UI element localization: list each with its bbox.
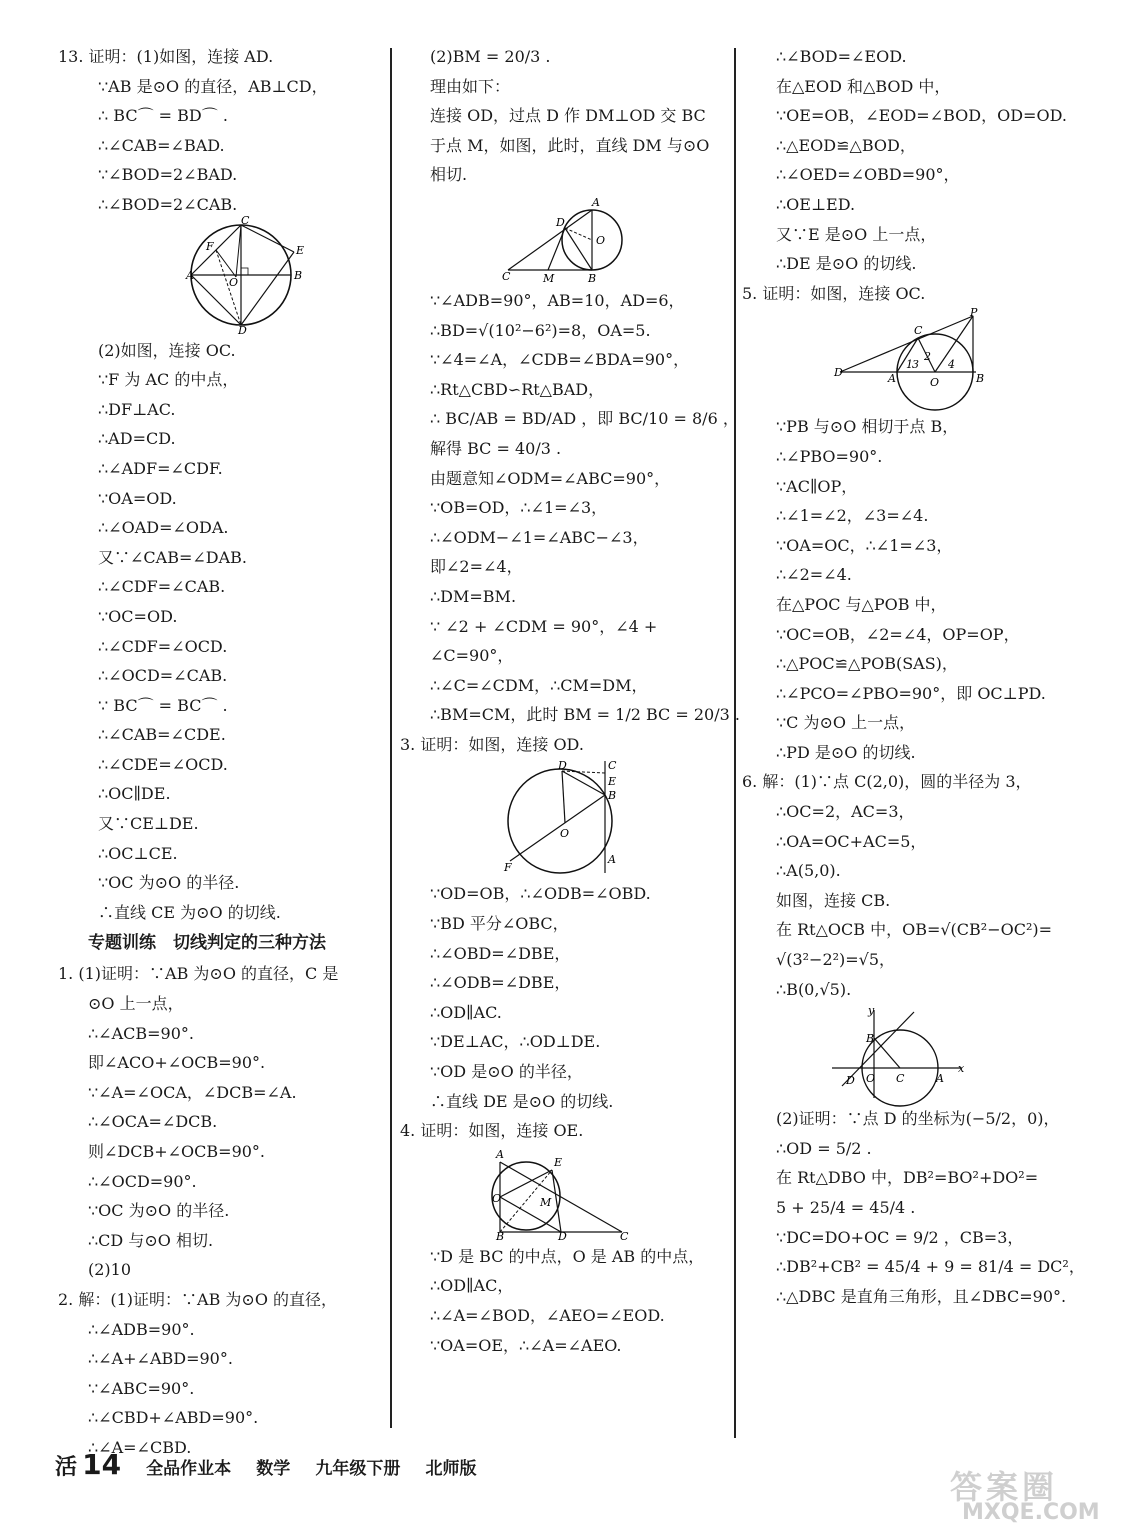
edition: 北师版 — [425, 1459, 477, 1479]
text-line: ∴∠CDF=∠CAB. — [98, 577, 226, 597]
text-line: ∵D 是 BC 的中点，O 是 AB 的中点， — [430, 1246, 705, 1266]
svg-text:A: A — [186, 268, 194, 282]
svg-text:A: A — [888, 372, 896, 386]
footer-tag: 活 — [55, 1455, 78, 1480]
text-line: ∴DM=BM. — [430, 586, 517, 606]
text-line: ∴∠2=∠4. — [776, 565, 852, 585]
svg-text:3: 3 — [912, 358, 919, 372]
text-line: ∴OE⊥ED. — [776, 194, 856, 214]
text-line: 13. 证明：(1)如图，连接 AD. — [58, 47, 274, 66]
text-line: ∴△POC≌△POB(SAS)， — [776, 654, 958, 674]
svg-text:x: x — [958, 1062, 965, 1076]
text-line: ∴△EOD≌△BOD， — [776, 135, 916, 155]
text-line: ∴ BC/AB = BD/AD ，即 BC/10 = 8/6 ， — [430, 409, 739, 429]
svg-text:D: D — [558, 1229, 567, 1243]
text-line: ∵DC=DO+OC = 9/2 ，CB=3， — [776, 1227, 1024, 1247]
text-line: ∴∠ODM−∠1=∠ABC−∠3， — [430, 527, 649, 547]
text-line: ∴PD 是⊙O 的切线. — [776, 742, 916, 762]
svg-text:D: D — [238, 323, 247, 337]
svg-text:E: E — [554, 1155, 563, 1169]
text-line: (2)如图，连接 OC. — [98, 340, 236, 360]
svg-text:A: A — [496, 1147, 504, 1161]
text-line: ∴直线 DE 是⊙O 的切线. — [430, 1091, 614, 1111]
section-heading: 专题训练 切线判定的三种方法 — [88, 933, 326, 954]
text-line: ∴OD = 5/2 . — [776, 1138, 872, 1158]
svg-text:E: E — [608, 775, 617, 789]
text-line: 即∠2=∠4， — [430, 557, 523, 577]
text-line: ∵OA=OD. — [98, 488, 177, 508]
text-line: ∴∠ACB=90°. — [88, 1023, 194, 1043]
text-line: ∴直线 CE 为⊙O 的切线. — [98, 902, 281, 922]
svg-text:C: C — [608, 759, 617, 773]
text-line: ∴BM=CM，此时 BM = 1/2 BC = 20/3 . — [430, 705, 740, 725]
text-line: ∴B(0,√5). — [776, 979, 852, 999]
svg-text:F: F — [504, 861, 512, 875]
text-line: ⊙O 上一点， — [88, 994, 184, 1014]
page-footer — [55, 1448, 496, 1481]
text-line: 又∵CE⊥DE. — [98, 814, 199, 834]
svg-text:P: P — [970, 306, 978, 320]
svg-text:F: F — [206, 239, 214, 253]
svg-text:O: O — [560, 827, 570, 841]
svg-text:B: B — [294, 268, 303, 282]
text-line: 3. 证明：如图，连接 OD. — [400, 734, 584, 754]
text-line: ∵∠BOD=2∠BAD. — [98, 165, 238, 185]
text-line: ∵ ∠2 + ∠CDM = 90°，∠4 + — [430, 616, 658, 636]
text-line: ∴∠BOD=∠EOD. — [776, 47, 907, 66]
svg-text:A: A — [936, 1072, 944, 1086]
svg-text:C: C — [896, 1072, 905, 1086]
text-line: ∴∠C=∠CDM，∴CM=DM， — [430, 675, 648, 695]
text-line: 2. 解：(1)证明：∵AB 为⊙O 的直径， — [58, 1289, 338, 1309]
svg-text:O: O — [930, 376, 940, 390]
coordinate-figure-6 — [742, 1006, 1092, 1102]
text-line: ∴∠ADF=∠CDF. — [98, 458, 223, 478]
text-line: ∵OC=OD. — [98, 606, 178, 626]
svg-text:M: M — [543, 271, 555, 285]
svg-text:A: A — [592, 195, 600, 209]
column-2 — [400, 42, 740, 1360]
text-line: ∵BD 平分∠OBC， — [430, 914, 569, 934]
text-line: ∴∠CAB=∠CDE. — [98, 725, 226, 745]
text-line: √(3²−2²)=√5， — [776, 950, 896, 970]
svg-text:O: O — [866, 1072, 876, 1086]
svg-text:M: M — [540, 1195, 552, 1209]
text-line: ∴CD 与⊙O 相切. — [88, 1230, 214, 1250]
svg-text:E: E — [296, 243, 305, 257]
text-line: ∵PB 与⊙O 相切于点 B， — [776, 417, 959, 437]
text-line: 理由如下： — [430, 76, 511, 96]
column-divider — [734, 48, 736, 1438]
svg-text:C: C — [241, 213, 250, 227]
text-line: 即∠ACO+∠OCB=90°. — [88, 1053, 266, 1073]
text-line: ∵OA=OE，∴∠A=∠AEO. — [430, 1335, 622, 1355]
circle-figure-2 — [400, 192, 730, 284]
text-line: ∴∠A=∠BOD，∠AEO=∠EOD. — [430, 1306, 665, 1325]
text-line: ∴∠PBO=90°. — [776, 446, 883, 466]
text-line: ∴∠A+∠ABD=90°. — [88, 1349, 233, 1369]
svg-text:y: y — [868, 1004, 875, 1018]
text-line: 相切. — [430, 165, 468, 185]
text-line: ∵OC=OB，∠2=∠4，OP=OP， — [776, 624, 1020, 644]
text-line: 在 Rt△DBO 中，DB²=BO²+DO²= — [776, 1168, 1039, 1188]
text-line: 1. (1)证明：∵AB 为⊙O 的直径，C 是 — [58, 964, 339, 984]
text-line: ∠C=90°， — [430, 646, 514, 666]
svg-text:B: B — [866, 1032, 875, 1046]
text-line: ∴∠ADB=90°. — [88, 1319, 195, 1339]
svg-text:O: O — [229, 275, 239, 289]
text-line: ∵OC 为⊙O 的半径. — [88, 1201, 230, 1221]
subject: 数学 — [256, 1459, 291, 1479]
text-line: ∵DE⊥AC，∴OD⊥DE. — [430, 1032, 601, 1052]
column-1 — [58, 42, 388, 1463]
text-line: ∴∠A=∠CBD. — [88, 1437, 192, 1457]
circle-figure-13 — [98, 213, 428, 337]
text-line: ∵OD=OB，∴∠ODB=∠OBD. — [430, 884, 651, 904]
text-line: ∴OC∥DE. — [98, 784, 171, 804]
text-line: (2)10 — [88, 1260, 132, 1280]
text-line: ∴DF⊥AC. — [98, 399, 176, 419]
text-line: (2)证明：∵点 D 的坐标为(−5/2，0)， — [776, 1109, 1060, 1129]
svg-text:O: O — [596, 233, 606, 247]
text-line: ∴Rt△CBD∽Rt△BAD， — [430, 379, 605, 399]
text-line: ∵C 为⊙O 上一点， — [776, 713, 916, 733]
text-line: ∴AD=CD. — [98, 429, 176, 449]
text-line: 在△POC 与△POB 中， — [776, 594, 947, 614]
text-line: ∴∠PCO=∠PBO=90°，即 OC⊥PD. — [776, 683, 1046, 703]
svg-text:B: B — [588, 271, 597, 285]
page-number: 14 — [82, 1448, 122, 1481]
text-line: ∴∠ODB=∠DBE， — [430, 973, 571, 993]
text-line: 连接 OD，过点 D 作 DM⊥OD 交 BC — [430, 106, 706, 126]
text-line: ∵OE=OB，∠EOD=∠BOD，OD=OD. — [776, 106, 1067, 126]
grade: 九年级下册 — [315, 1459, 401, 1479]
svg-text:B: B — [608, 789, 617, 803]
svg-text:2: 2 — [924, 350, 931, 364]
text-line: ∵∠A=∠OCA，∠DCB=∠A. — [88, 1082, 297, 1102]
text-line: 如图，连接 CB. — [776, 890, 891, 910]
text-line: 5. 证明：如图，连接 OC. — [742, 283, 926, 303]
svg-text:C: C — [914, 324, 923, 338]
svg-text:C: C — [620, 1229, 629, 1243]
svg-text:D: D — [846, 1074, 855, 1088]
text-line: ∴∠OBD=∠DBE， — [430, 943, 571, 963]
book-title: 全品作业本 — [146, 1459, 232, 1479]
text-line: ∴∠BOD=2∠CAB. — [98, 194, 238, 214]
watermark-logo: 答案圈 — [950, 1468, 1059, 1506]
text-line: 在 Rt△OCB 中，OB=√(CB²−OC²)= — [776, 920, 1053, 940]
text-line: ∵OD 是⊙O 的半径， — [430, 1062, 583, 1082]
svg-text:1: 1 — [906, 358, 913, 372]
text-line: ∵OA=OC，∴∠1=∠3， — [776, 535, 953, 555]
text-line: 解得 BC = 40/3 . — [430, 438, 562, 458]
column-3 — [742, 42, 1092, 1311]
text-line: ∵AC∥OP， — [776, 476, 858, 496]
text-line: ∵OB=OD，∴∠1=∠3， — [430, 498, 608, 518]
watermark-url: MXQE.COM — [962, 1500, 1100, 1525]
text-line: ∴OA=OC+AC=5， — [776, 831, 927, 851]
circle-figure-5 — [742, 306, 1092, 410]
circle-figure-3 — [400, 761, 730, 877]
text-line: ∴∠OCD=∠CAB. — [98, 666, 228, 686]
svg-text:D: D — [834, 366, 843, 380]
text-line: 4. 证明：如图，连接 OE. — [400, 1121, 584, 1141]
svg-text:4: 4 — [948, 358, 955, 372]
text-line: 则∠DCB+∠OCB=90°. — [88, 1142, 266, 1161]
text-line: 6. 解：(1)∵点 C(2,0)，圆的半径为 3， — [742, 772, 1032, 792]
text-line: 在△EOD 和△BOD 中， — [776, 76, 951, 96]
text-line: ∴A(5,0). — [776, 861, 841, 881]
text-line: ∵∠4=∠A，∠CDB=∠BDA=90°， — [430, 350, 690, 370]
text-line: 于点 M，如图，此时，直线 DM 与⊙O — [430, 135, 710, 155]
text-line: 又∵∠CAB=∠DAB. — [98, 547, 248, 567]
text-line: ∴OD∥AC， — [430, 1276, 514, 1296]
text-line: ∴∠OED=∠OBD=90°， — [776, 165, 960, 185]
text-line: ∴∠OCA=∠DCB. — [88, 1112, 218, 1132]
svg-text:D: D — [556, 215, 565, 229]
text-line: (2)BM = 20/3 . — [430, 47, 551, 66]
text-line: ∵F 为 AC 的中点， — [98, 370, 239, 390]
svg-text:B: B — [496, 1229, 505, 1243]
text-line: ∴∠OCD=90°. — [88, 1171, 197, 1191]
text-line: ∴OC⊥CE. — [98, 843, 178, 863]
svg-text:O: O — [492, 1191, 502, 1205]
circle-figure-4 — [400, 1147, 730, 1243]
text-line: ∵OC 为⊙O 的半径. — [98, 873, 240, 893]
text-line: ∴OC=2，AC=3， — [776, 802, 915, 822]
text-line: ∴DE 是⊙O 的切线. — [776, 254, 917, 274]
text-line: ∵AB 是⊙O 的直径，AB⊥CD， — [98, 76, 328, 96]
text-line: ∴∠CBD+∠ABD=90°. — [88, 1408, 259, 1428]
text-line: ∵ BC⌒ = BC⌒ . — [98, 695, 228, 715]
text-line: ∵∠ADB=90°，AB=10，AD=6， — [430, 290, 685, 310]
svg-text:A: A — [608, 853, 616, 867]
text-line: ∴OD∥AC. — [430, 1002, 502, 1022]
svg-text:C: C — [502, 269, 511, 283]
text-line: 5 + 25/4 = 45/4 . — [776, 1198, 916, 1217]
text-line: 由题意知∠ODM=∠ABC=90°， — [430, 468, 671, 488]
text-line: ∴∠OAD=∠ODA. — [98, 518, 229, 538]
text-line: ∴∠1=∠2，∠3=∠4. — [776, 506, 929, 526]
text-line: ∵∠ABC=90°. — [88, 1378, 195, 1398]
text-line: ∴∠CDF=∠OCD. — [98, 636, 228, 656]
text-line: ∴△DBC 是直角三角形，且∠DBC=90°. — [776, 1286, 1067, 1306]
text-line: ∴∠CDE=∠OCD. — [98, 754, 228, 774]
text-line: ∴∠CAB=∠BAD. — [98, 135, 225, 155]
text-line: 又∵E 是⊙O 上一点， — [776, 224, 937, 244]
text-line: ∴DB²+CB² = 45/4 + 9 = 81/4 = DC²， — [776, 1257, 1085, 1277]
svg-text:D: D — [558, 759, 567, 773]
text-line: ∴ BC⌒ = BD⌒ . — [98, 106, 228, 126]
svg-text:B: B — [976, 372, 985, 386]
text-line: ∴BD=√(10²−6²)=8，OA=5. — [430, 320, 651, 340]
